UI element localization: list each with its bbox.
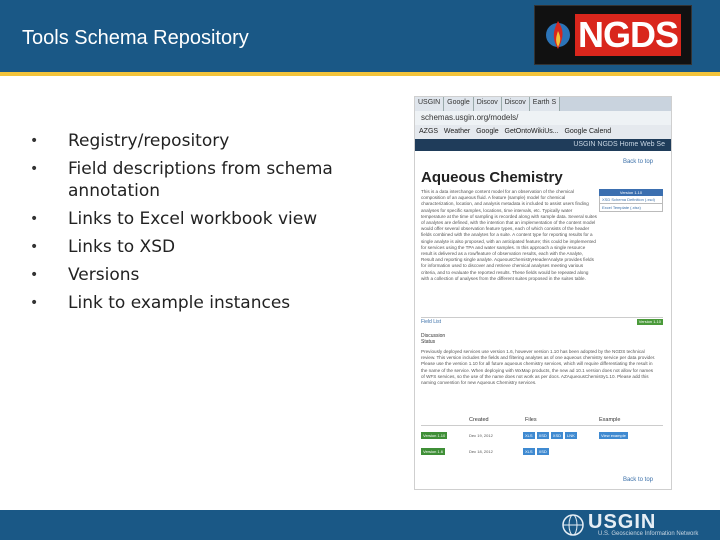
description-text: This is a data interchange content model for an observation of the chemical composition of an aqueous fluid. A feature (sample) model for chemical characterization, location, and analysis metadata is included to assist users finding analyses for specific samples, locations, time intervals, etc. Typically water temperature at the time of sampling is recorded along with sample data. Several suites of analytes are defined, with the intention that an implementation of the content model would offer several observation feature types, each of which consists of the header fields combined with the analytes for a suite. A content type for reporting results for a single analyte is also proposed, with an anticipated feature; this could be implemented for services using the TPA and water samples. In this approach a single resource result is delivered as a row/feature of observation results, each with the Analyte, Result and reporting single analyte. AqueousChemistryHeaderAnalyte provides fields for information used to discover and retrieve chemical analyses meeting various criteria, and to evaluate the reported results. These fields would be repeated along with a collection of analyses from the different suites proposed in the suites table. (421, 189, 597, 281)
bookmark-item[interactable]: Google Calend (564, 128, 612, 135)
list-item: • Registry/repository (30, 131, 230, 151)
version-box-header: Version 1.10 (599, 189, 663, 196)
column-header: Files (525, 417, 537, 423)
address-bar[interactable]: schemas.usgin.org/models/ (415, 111, 671, 125)
list-item: • Links to XSD (30, 237, 176, 257)
browser-tab[interactable]: Earth S (530, 97, 560, 111)
browser-tabs (415, 97, 671, 111)
usgin-logo: USGIN (588, 511, 657, 533)
column-header: Example (599, 417, 621, 423)
bullet-list (30, 130, 370, 320)
bookmark-item[interactable]: Google (476, 128, 499, 135)
globe-icon (560, 512, 586, 538)
page-heading: Aqueous Chemistry (421, 169, 563, 186)
list-item: • Field descriptions from schema annotation (30, 159, 333, 201)
created-date: Dec 18, 2012 (469, 449, 493, 454)
flame-icon (545, 15, 571, 55)
slide-title: Tools Schema Repository (22, 27, 249, 49)
version-badge: Version 1.10 (638, 319, 661, 324)
excel-link[interactable]: Excel Template (.xlsx) (599, 204, 663, 212)
file-button[interactable]: XLS (525, 433, 533, 438)
created-date: Dec 19, 2012 (469, 433, 493, 438)
file-button[interactable]: XSD (538, 433, 547, 438)
file-button[interactable]: XSD (552, 433, 562, 438)
discussion-section (421, 333, 445, 345)
file-button[interactable]: XSD (538, 449, 547, 454)
list-item: • Versions (30, 265, 140, 285)
table-row (421, 447, 663, 457)
usgin-logo-subtitle: U.S. Geoscience Information Network (598, 531, 699, 537)
browser-screenshot (414, 96, 672, 490)
back-to-top-link[interactable]: Back to top (622, 159, 653, 165)
file-button[interactable]: XLS (525, 449, 533, 454)
file-button[interactable]: LNK (567, 433, 575, 438)
field-list-label[interactable]: Field List (421, 319, 442, 325)
discussion-label: Discussion (421, 333, 446, 339)
status-label: Status (421, 339, 436, 345)
back-to-top-link[interactable]: Back to top (622, 477, 653, 483)
list-item: • Link to example instances (30, 293, 291, 313)
logo-text: NGDS (575, 14, 681, 56)
bookmark-item[interactable]: Weather (443, 128, 471, 135)
field-list-toggle[interactable] (421, 317, 663, 326)
column-header: Created (469, 417, 489, 423)
version-badge[interactable]: Version 1.10 (423, 433, 446, 438)
browser-tab[interactable]: USGIN (415, 97, 444, 111)
site-nav[interactable]: USGIN NGDS Home Web Se (415, 139, 671, 151)
version-box (599, 189, 663, 212)
bookmark-item[interactable]: GetOntoWikiUs... (504, 128, 559, 135)
file-links (523, 448, 549, 455)
versions-table-header (421, 417, 663, 426)
xsd-link[interactable]: XSD Schema Definition (.xsd) (599, 196, 663, 204)
ngds-logo (534, 5, 692, 65)
bookmark-item[interactable]: AZGS (419, 128, 439, 135)
list-item: • Links to Excel workbook view (30, 209, 318, 229)
header-divider (0, 76, 720, 78)
browser-tab[interactable]: Discov (474, 97, 502, 111)
status-text: Previously deployed services use version 1.6, however version 1.10 has been adopted by the NGDS technical review. This version includes the fields and filtering analytes as of one aqueous chemistry service per data provider. Please use the version 1.10 for all future aqueous chemistry services, which will require differentiating the result in the name of the service. When deploying with WxMap products, the new ad 10.1 version does not allow for names of WFS services, so the use of the name does not work as per docs. AZAqueousChemistry1.10. Please add this naming convention for new Aqueous Chemistry services. (421, 349, 656, 386)
browser-tab[interactable]: Google (444, 97, 474, 111)
browser-tab[interactable]: Discov (502, 97, 530, 111)
example-button[interactable]: View example (601, 433, 626, 438)
file-links (523, 432, 577, 439)
version-badge[interactable]: Version 1.6 (423, 449, 444, 454)
bookmarks-bar (415, 125, 671, 139)
table-row (421, 431, 663, 441)
